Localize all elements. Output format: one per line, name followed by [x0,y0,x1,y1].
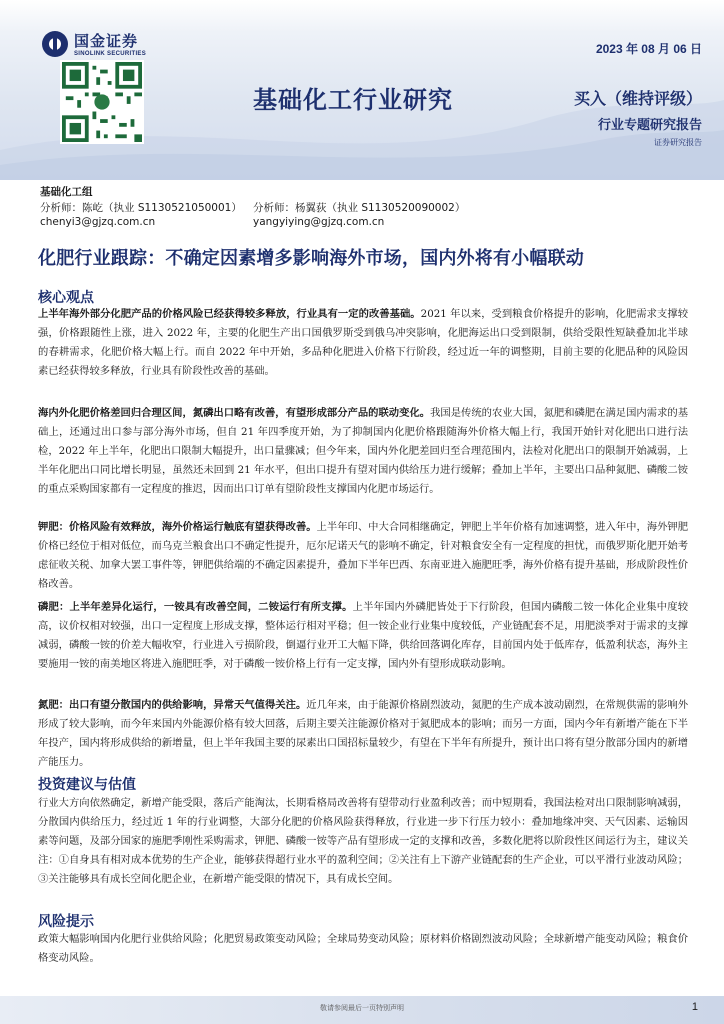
report-date: 2023 年 08 月 06 日 [595,42,702,56]
document-title: 化肥行业跟踪：不确定因素增多影响海外市场，国内外将有小幅联动 [38,248,584,269]
sector-label: 基础化工组 [40,186,93,198]
paragraph-3-body: 上半年印、中大合同相继确定，钾肥上半年价格有加速调整，进入年中，海外钾肥价格已经位于相对低位，而乌克兰粮食出口不确定性提升，厄尔尼诺天气的影响不确定，针对粮食安全有一定程度的担忧，而俄罗斯化肥开始考虑征收关税、加拿大罢工事件等，钾肥供给端的不确定因素提升，叠加下半年巴西、东南亚进入施肥旺季，海外价格有提升基础，形成阶段性价格改善。 [38,521,689,590]
paragraph-3 [38,518,688,594]
paragraph-3-lead: 钾肥：价格风险有效释放，海外价格运行触底有望获得改善。 [38,521,317,533]
paragraph-risk: 政策大幅影响国内化肥行业供给风险；化肥贸易政策变动风险；全球局势变动风险；原材料价格剧烈波动风险；全球新增产能变动风险；粮食价格变动风险。 [38,933,688,964]
paragraph-invest: 行业大方向依然确定，新增产能受限，落后产能淘汰，长期看格局改善将有望带动行业盈利改善；而中短期看，我国法检对出口限制影响减弱，分散国内供给压力，经过近 1 年的行业调整，大部分化肥的价格风险获得释放，行业进一步下行压力较小：叠加地缘冲突、天气因素、运输因素等问题，及部分国家的施肥季刚性采购需求，钾肥、磷酸一铵等产品有望形成一定的支撑和改善，多数化肥将以阶段性区间运行为主，建议关注：①自身具有相对成本优势的生产企业，能够获得超行业水平的盈利空间；②关注有上下游产业链配套的生产企业，可以平滑行业波动风险；③关注能够具有成长空间化肥企业，在新增产能受限的情况下，具有成长空间。 [38,797,688,885]
section-heading-risk: 风险提示 [38,914,94,930]
company-logo [42,30,146,57]
paragraph-4 [38,598,688,674]
paragraph-5 [38,696,688,772]
logo-en-text: SINOLINK SECURITIES [74,51,147,57]
paragraph-5-lead: 氮肥：出口有望分散国内的供给影响，异常天气值得关注。 [38,699,307,711]
analyst-2-email[interactable]: yangyiying@gjzq.com.cn [253,216,385,228]
paragraph-2 [38,404,688,499]
section-heading-invest: 投资建议与估值 [38,777,136,793]
paragraph-1-body: 2021 年以来，受到粮食价格提升的影响，化肥需求支撑较强，价格跟随性上涨，进入 2022 年，主要的化肥生产出口国俄罗斯受到俄乌冲突影响，化肥海运出口受到限制，供给受限性短缺叠加北半球的春耕需求，化肥价格大幅上行。而自 2022 年中开始，多品种化肥进入价格下行阶段，经过近一年的调整期，目前主要的化肥品种的风险因素已经获得较多释放，行业具有阶段性改善的基础。 [38,308,688,377]
report-main-title: 基础化工行业研究 [253,86,453,114]
paragraph-4-body: 上半年国内外磷肥皆处于下行阶段，但国内磷酸二铵一体化企业集中度较高，议价权相对较强，出口一定程度上形成支撑，整体运行相对平稳；但一铵企业行业集中度较低，产业链配套不足，用肥淡季对于需求的支撑减弱，磷酸一铵的价差大幅收窄，行业进入亏损阶段，倒逼行业开工大幅下降，供给回落调化库存，目前国内处于低库存，低盈利状态，海外主要施用一铵的南美地区将进入施肥旺季，对于磷酸一铵价格上行有一定支撑，国内外有望形成联动影响。 [38,601,689,670]
analyst-1-label: 分析师：陈屹（执业 S1130521050001） [40,202,242,214]
analyst-2-label: 分析师：杨翼荻（执业 S1130520090002） [253,202,466,214]
paragraph-1-lead: 上半年海外部分化肥产品的价格风险已经获得较多释放，行业具有一定的改善基础。 [38,308,421,320]
paragraph-1 [38,305,688,381]
logo-icon [42,31,68,57]
analyst-1-email[interactable]: chenyi3@gjzq.com.cn [40,216,156,228]
qr-code-icon [62,62,142,142]
page-number: 1 [691,1001,698,1013]
footer-disclaimer-note[interactable]: 敬请参阅最后一页特别声明 [320,1004,404,1012]
securities-report-tag: 证券研究报告 [654,138,702,147]
paragraph-2-body: 我国是传统的农业大国，氮肥和磷肥在满足国内需求的基础上，还通过出口参与部分海外市场，但自 21 年四季度开始，为了抑制国内化肥价格跟随海外价格大幅上行，我国开始针对化肥出口进行法检，2022 年上半年，化肥出口限制大幅提升，出口量骤减；但今年来，国内外化肥差回归至合理范围内，法检对化肥出口的限制开始减弱，上半年化肥出口同比增长明显，虽然还未回到 21 年水平，但出口提升有望对国内供给压力进行缓解；叠加上半年，主要出口品种氮肥、磷酸二铵的重点采购国家都有一定程度的推迟，因而出口订单有望阶段性支撑国内化肥市场运行。 [38,407,689,495]
paragraph-4-lead: 磷肥：上半年差异化运行，一铵具有改善空间，二铵运行有所支撑。 [38,601,353,613]
section-heading-core: 核心观点 [38,290,94,306]
paragraph-5-body: 近几年来，由于能源价格剧烈波动，氮肥的生产成本波动剧烈，在常规供需的影响外形成了较大影响，而今年来国内外能源价格有较大回落，后期主要关注能源价格对于氮肥成本的影响；而另一方面，国内今年有新增产能在下半年投产，国内将形成供给的新增量，但上半年我国主要的尿素出口国招标量较少，有望在下半年有所提升，预计出口将有望分散部分国内的新增产能压力。 [38,699,689,768]
rating-label: 买入（维持评级） [573,89,702,108]
qr-code [60,60,144,144]
logo-cn-text: 国金证券 [74,32,139,50]
paragraph-2-lead: 海内外化肥价格差回归合理区间，氮磷出口略有改善，有望形成部分产品的联动变化。 [38,407,431,419]
report-type-label: 行业专题研究报告 [597,118,702,133]
